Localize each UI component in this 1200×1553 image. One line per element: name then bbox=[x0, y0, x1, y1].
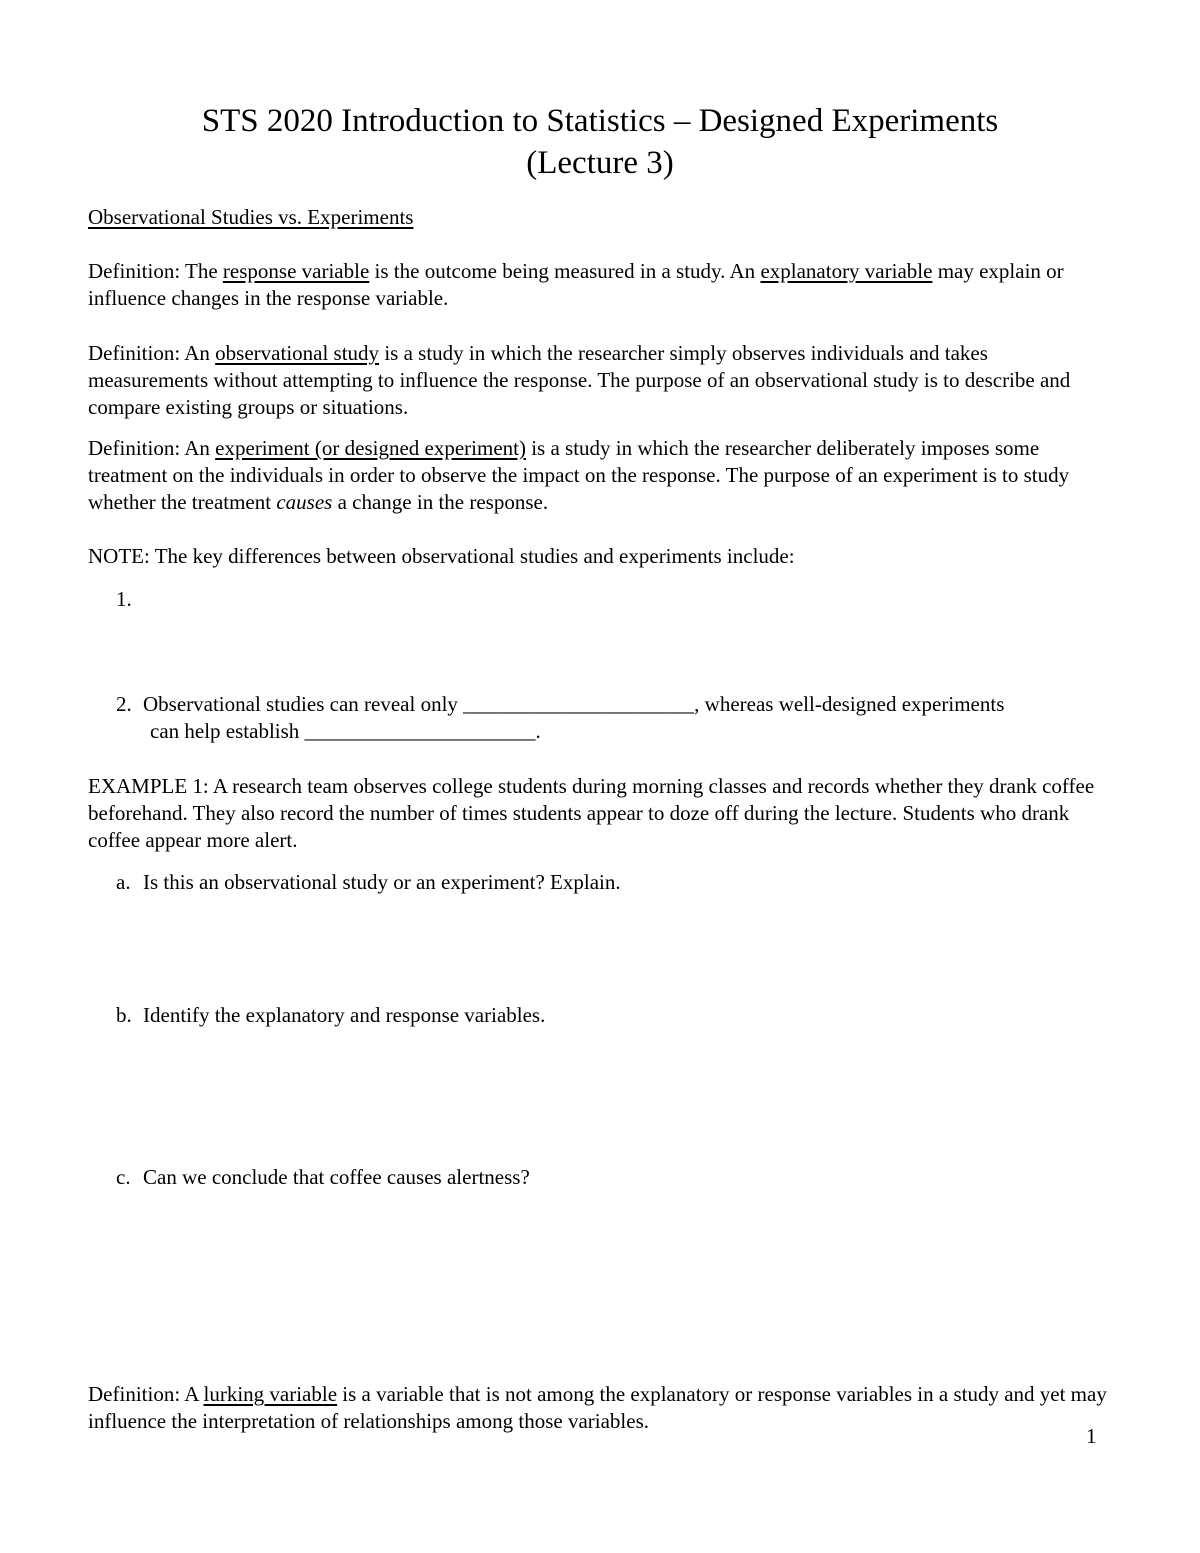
term-observational-study: observational study bbox=[215, 341, 380, 365]
question-b-text: Identify the explanatory and response variables. bbox=[143, 1003, 546, 1027]
def1-mid: is the outcome being measured in a study. An bbox=[369, 259, 761, 283]
def3-mid: is a study in which the researcher deliberately imposes some treatment on the individuals in order to observe the impact on the response. The purpose of an experiment is to study whether the treatment bbox=[88, 436, 1070, 514]
term-lurking-variable: lurking variable bbox=[203, 1382, 338, 1406]
note-text: NOTE: The key differences between observational studies and experiments include: bbox=[88, 544, 795, 568]
note-item-number: 2. bbox=[116, 692, 132, 716]
section-heading: Observational Studies vs. Experiments bbox=[88, 205, 414, 229]
question-letter: c. bbox=[116, 1165, 131, 1189]
note-item-2-line2: can help establish ______________________. bbox=[150, 719, 541, 743]
def4-prefix: Definition: A bbox=[88, 1382, 204, 1406]
term-response-variable: response variable bbox=[222, 259, 370, 283]
note-item-2-line1: Observational studies can reveal only ______________________, whereas well-designed experiments bbox=[143, 692, 1005, 716]
def4-suffix: is a variable that is not among the explanatory or response variables in a study and yet may influence the interpretation of relationships among those variables. bbox=[88, 1382, 1107, 1433]
term-experiment: experiment (or designed experiment) bbox=[215, 436, 526, 460]
question-c-text: Can we conclude that coffee causes alertness? bbox=[143, 1165, 530, 1189]
question-letter: b. bbox=[116, 1003, 132, 1027]
page-number: 1 bbox=[1086, 1424, 1097, 1448]
term-explanatory-variable: explanatory variable bbox=[760, 259, 933, 283]
example-1-text: EXAMPLE 1: A research team observes college students during morning classes and records whether they drank coffee beforehand. They also record the number of times students appear to doze off during the lecture. Students who drank coffee appear more alert. bbox=[88, 774, 1095, 852]
def1-prefix: Definition: The bbox=[88, 259, 223, 283]
def3-prefix: Definition: An bbox=[88, 436, 216, 460]
definition-response-variable bbox=[88, 258, 1113, 312]
def2-suffix: is a study in which the researcher simply observes individuals and takes measurements without attempting to influence the response. The purpose of an observational study is to describe and compare existing groups or situations. bbox=[88, 341, 1071, 419]
def3-emphasis: causes bbox=[276, 490, 333, 514]
def3-suffix: a change in the response. bbox=[332, 490, 549, 514]
page-title-line2: (Lecture 3) bbox=[526, 145, 674, 181]
question-letter: a. bbox=[116, 870, 131, 894]
definition-lurking-variable bbox=[88, 1381, 1113, 1435]
def2-prefix: Definition: An bbox=[88, 341, 216, 365]
page-title-line1: STS 2020 Introduction to Statistics – Designed Experiments bbox=[201, 103, 999, 139]
def1-suffix: may explain or influence changes in the response variable. bbox=[88, 259, 1064, 310]
definition-observational-study bbox=[88, 340, 1113, 421]
question-a-text: Is this an observational study or an experiment? Explain. bbox=[143, 870, 621, 894]
note-item-number: 1. bbox=[116, 587, 132, 611]
definition-experiment bbox=[88, 435, 1113, 516]
